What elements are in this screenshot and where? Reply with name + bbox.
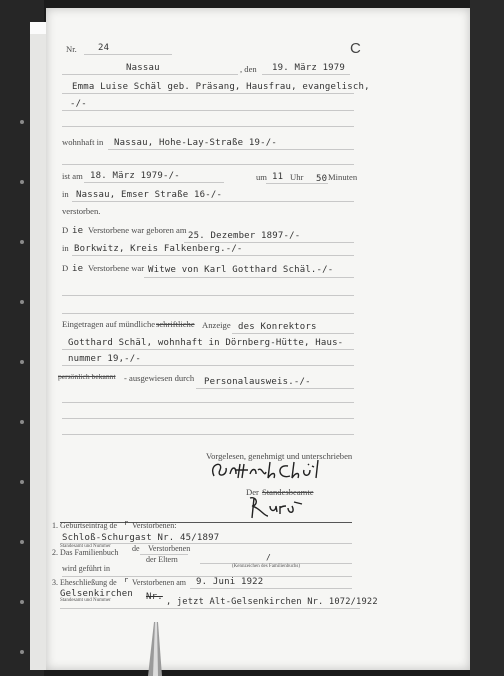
persoenlich-bekannt-struck: persönlich bekannt: [58, 372, 116, 381]
footnote-3-value-a: Gelsenkirchen: [60, 589, 134, 599]
schriftliche-struck: schriftliche: [156, 319, 195, 329]
footnote-3-label: 3. Eheschließung de: [52, 578, 117, 587]
death-place: Nassau, Emser Straße 16-/-: [76, 190, 223, 200]
footnote-2-de: de: [132, 544, 140, 553]
informant-line-3: nummer 19,-/-: [68, 354, 142, 364]
pen-tip-image: [140, 622, 170, 676]
scan-background-right: [470, 0, 504, 676]
anzeige-label: Anzeige: [202, 320, 231, 330]
ausgewiesen-label: - ausgewiesen durch: [124, 373, 195, 383]
den-label: , den: [240, 64, 257, 74]
residence-underline: [108, 149, 354, 150]
death-date: 18. März 1979-/-: [90, 171, 180, 181]
footnote-1-verstorbenen: Verstorbenen:: [132, 521, 177, 530]
blank-line-7: [62, 434, 354, 435]
informant-underline-1: [232, 333, 354, 334]
birth-place: Borkwitz, Kreis Falkenberg.-/-: [74, 244, 243, 254]
death-date-underline: [84, 182, 224, 183]
blank-line-2: [62, 164, 354, 165]
blank-line-5: [62, 402, 354, 403]
footnote-3-value-nr: Nr.: [146, 592, 163, 602]
footnote-1-r: r: [124, 519, 129, 527]
footnote-2-slash: /: [266, 553, 272, 562]
footnote-2-verstorbenen: Verstorbenen: [148, 544, 191, 553]
born-label: Verstorbene war geboren am: [88, 225, 187, 235]
eingetragen-label: Eingetragen auf mündliche -: [62, 319, 161, 329]
birth-date-underline: [184, 242, 354, 243]
name-underline-2: [62, 110, 354, 111]
name-underline-1: [62, 93, 354, 94]
birth-place-underline: [72, 255, 354, 256]
blank-line-3: [62, 295, 354, 296]
nr-underline: [84, 54, 172, 55]
blank-line-1: [62, 126, 354, 127]
binding-holes: [20, 120, 26, 660]
ie-prefix-2: ie: [72, 264, 84, 274]
informant-underline-2: [62, 349, 354, 350]
vorgelesen-text: Vorgelesen, genehmigt und unterschrieben: [206, 451, 353, 461]
corner-letter: C: [350, 40, 361, 57]
der-label: Der: [246, 487, 259, 497]
footnote-3-verstorbenen: Verstorbenen am: [132, 578, 186, 587]
blank-line-4: [62, 313, 354, 314]
blank-line-6: [62, 418, 354, 419]
register-date: 19. März 1979: [272, 63, 346, 73]
footnote-2-kennzeichen: (Kennzeichen des Familienbuchs): [232, 564, 301, 569]
informant-line-2: Gotthard Schäl, wohnhaft in Dörnberg-Hütte, Haus-: [68, 338, 344, 348]
footnote-2-der-eltern: der Eltern: [146, 555, 178, 564]
deceased-name-line: Emma Luise Schäl geb. Präsang, Hausfrau, evangelisch,: [72, 82, 370, 92]
footnote-1-small: Standesamt und Nummer: [60, 544, 111, 549]
registrar-signature: [246, 494, 306, 520]
d-letter-2: D: [62, 263, 69, 273]
footnote-2-label: 2. Das Familienbuch: [52, 548, 119, 557]
informant-signature: [206, 456, 336, 486]
ie-prefix: ie: [72, 226, 84, 236]
footnote-3-small: Standesamt und Nummer: [60, 598, 111, 603]
was-label: Verstorbene war: [88, 263, 145, 273]
verstorben-label: verstorben.: [62, 206, 101, 216]
nr-value: 24: [98, 43, 110, 53]
id-document: Personalausweis.-/-: [204, 377, 311, 387]
deceased-name-line-2: -/-: [70, 99, 87, 109]
death-hour: 11: [272, 172, 284, 182]
in-label-2: in: [62, 243, 69, 253]
minuten-label: Minuten: [328, 172, 358, 182]
date-underline: [262, 74, 350, 75]
footnote-1-value: Schloß-Schurgast Nr. 45/1897: [62, 533, 220, 543]
id-underline: [196, 388, 354, 389]
birth-date: 25. Dezember 1897-/-: [188, 231, 301, 241]
wohnhaft-label: wohnhaft in: [62, 137, 104, 147]
footnote-3-date: 9. Juni 1922: [196, 577, 264, 587]
footnote-3-value-b: , jetzt Alt-Gelsenkirchen Nr. 1072/1922: [166, 597, 378, 607]
death-place-underline: [72, 201, 354, 202]
ist-am-label: ist am: [62, 171, 83, 181]
footnote-3-date-underline: [190, 588, 352, 589]
time-underline: [266, 183, 328, 184]
nr-label: Nr.: [66, 44, 77, 54]
residence: Nassau, Hohe-Lay-Straße 19-/-: [114, 138, 277, 148]
standesbeamte-label: Standesbeamte: [262, 487, 314, 497]
uhr-label: Uhr: [290, 172, 304, 182]
footnote-3-r: r: [124, 576, 129, 584]
um-label: um: [256, 172, 267, 182]
footnote-1-label: 1. Geburtseintrag de: [52, 521, 118, 530]
place-underline: [62, 74, 238, 75]
d-letter: D: [62, 225, 69, 235]
widow-underline: [144, 277, 354, 278]
footnote-3-underline: [60, 608, 360, 609]
in-label: in: [62, 189, 69, 199]
widow-of: Witwe von Karl Gotthard Schäl.-/-: [148, 265, 334, 275]
informant-underline-3: [62, 365, 354, 366]
death-minutes: 50: [316, 174, 328, 184]
informant-line-1: des Konrektors: [238, 322, 317, 332]
footnote-2-wird: wird geführt in: [62, 564, 110, 573]
place: Nassau: [126, 63, 160, 73]
